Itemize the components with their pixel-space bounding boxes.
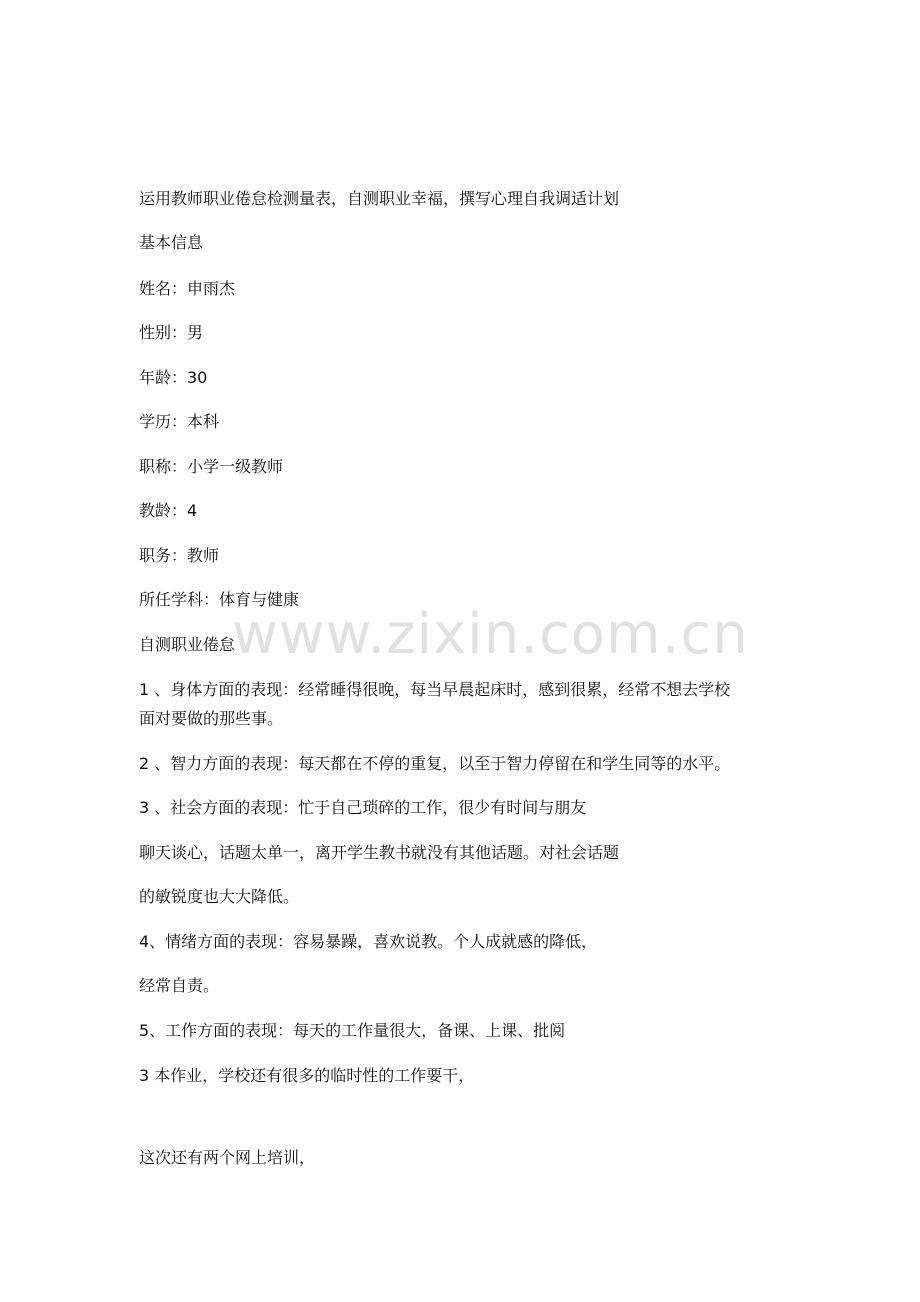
info-teaching-years: 教龄：4 (139, 501, 198, 520)
item3-line1: 3 、社会方面的表现：忙于自己琐碎的工作，很少有时间与朋友 (139, 798, 587, 817)
item3-line2: 聊天谈心，话题太单一，离开学生教书就没有其他话题。对社会话题 (139, 843, 620, 862)
info-position: 职务：教师 (139, 546, 220, 565)
info-subject: 所任学科：体育与健康 (139, 590, 300, 609)
item1-line2: 面对要做的那些事。 (139, 709, 284, 728)
item2-line: 2 、智力方面的表现：每天都在不停的重复，以至于智力停留在和学生同等的水平。 (139, 754, 731, 773)
watermark: www.zixin.com.cn (232, 602, 749, 667)
item5-line3: 这次还有两个网上培训， (139, 1148, 316, 1167)
item4-line2: 经常自责。 (139, 976, 220, 995)
item5-line1: 5、工作方面的表现：每天的工作量很大，备课、上课、批阅 (139, 1021, 566, 1040)
info-education: 学历：本科 (139, 412, 220, 431)
info-gender: 性别：男 (139, 323, 204, 342)
item3-line3: 的敏锐度也大大降低。 (139, 887, 300, 906)
info-title-rank: 职称：小学一级教师 (139, 457, 284, 476)
burnout-heading: 自测职业倦怠 (139, 635, 236, 654)
item4-line1: 4、情绪方面的表现：容易暴躁，喜欢说教。个人成就感的降低， (139, 932, 598, 951)
basic-info-heading: 基本信息 (139, 233, 204, 252)
info-name: 姓名：申雨杰 (139, 279, 236, 298)
info-age: 年龄：30 (139, 368, 208, 387)
document-title: 运用教师职业倦怠检测量表，自测职业幸福，撰写心理自我调适计划 (139, 189, 620, 208)
item5-line2: 3 本作业，学校还有很多的临时性的工作要干， (139, 1066, 475, 1085)
item1-line1: 1 、身体方面的表现：经常睡得很晚，每当早晨起床时，感到很累，经常不想去学校 (139, 680, 731, 699)
